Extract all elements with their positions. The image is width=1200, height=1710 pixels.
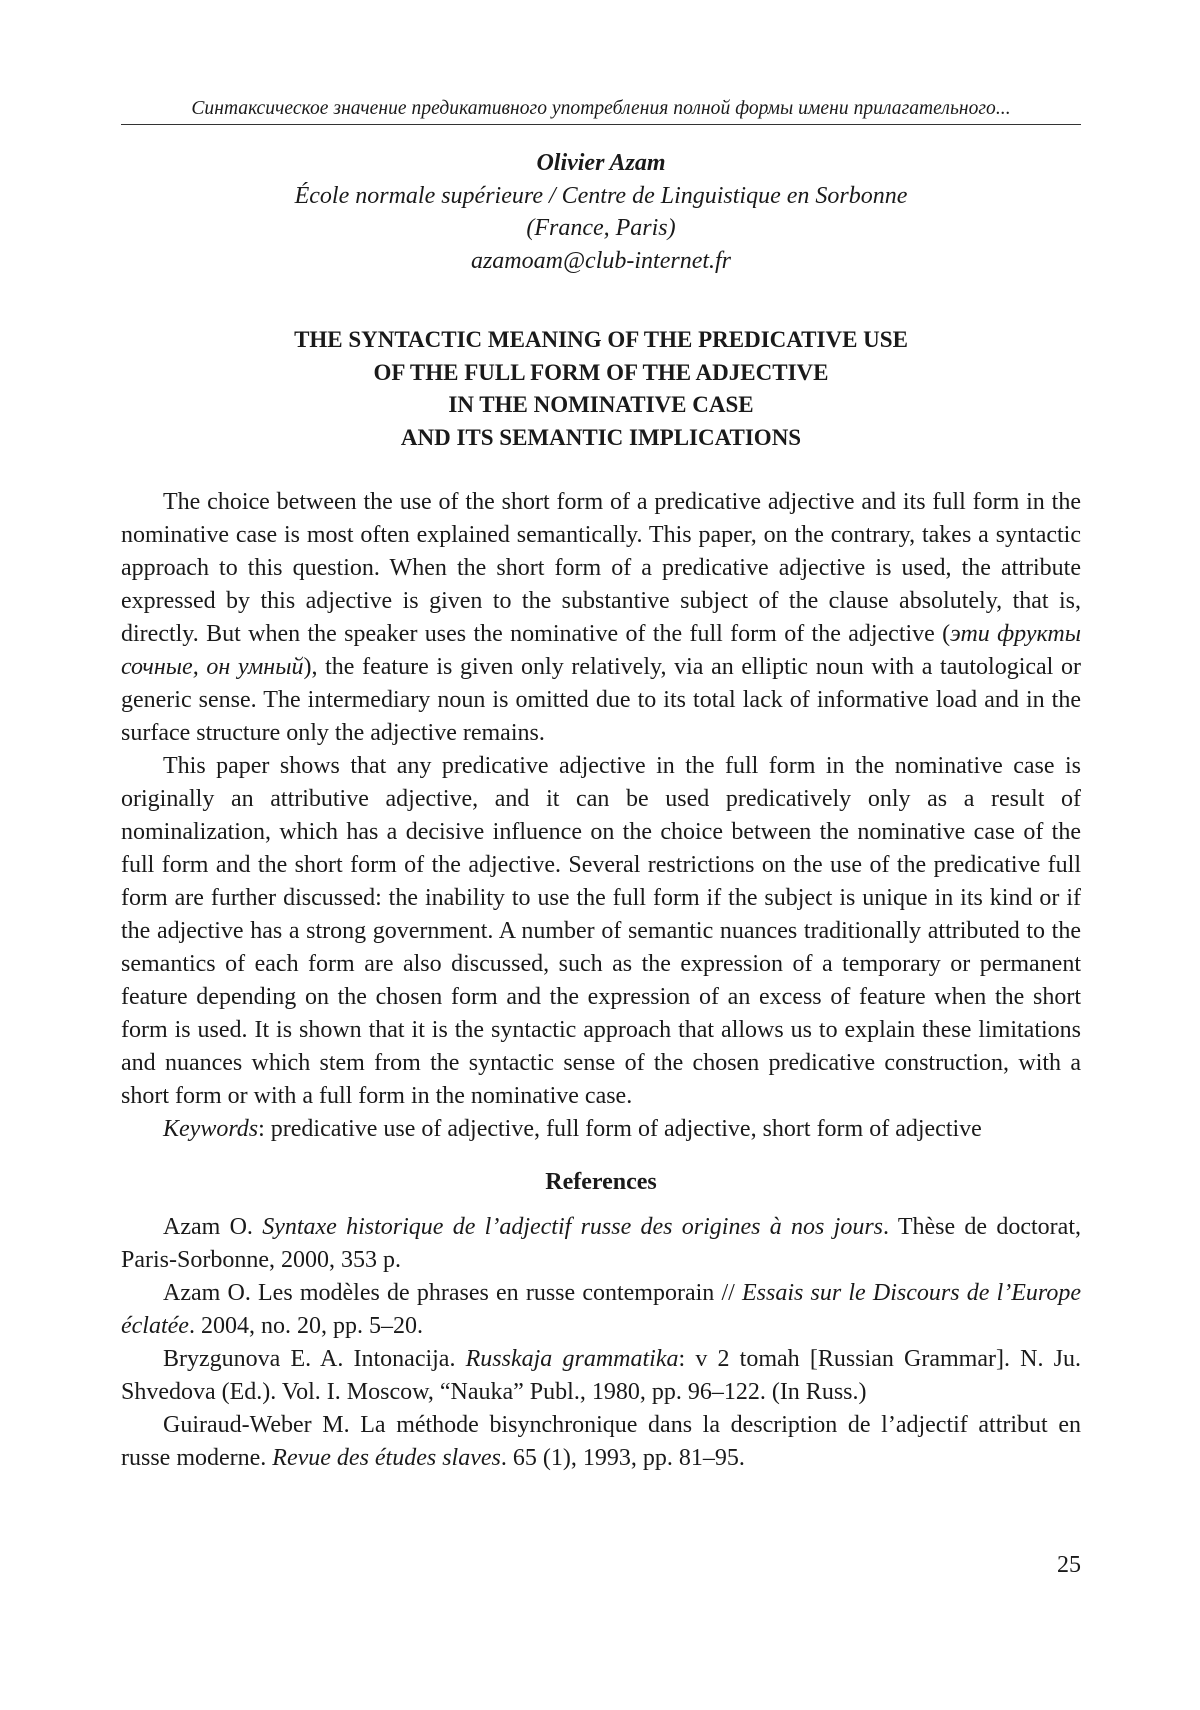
author-name: Olivier Azam bbox=[536, 150, 666, 176]
reference-title: Syntaxe historique de l’adjectif russe des origines à nos jours bbox=[262, 1214, 883, 1240]
reference-title: Russkaja grammatika bbox=[465, 1346, 679, 1372]
keywords-text: : predicative use of adjective, full form of adjective, short form of adjective bbox=[258, 1116, 982, 1142]
abstract-paragraph-1 bbox=[121, 486, 1081, 750]
reference-text: : v 2 tomah [Russian Grammar]. N. Ju. Shvedova (Ed.). Vol. I. Moscow, “Nauka” Publ., 1980, pp. 96–122. (In Russ.) bbox=[121, 1346, 1082, 1405]
abstract-paragraph-2: This paper shows that any predicative adjective in the full form in the nominative case is originally an attributive adjective, and it can be used predicatively only as a result of nominalization, which has a decisive influence on the choice between the nominative case of the full form and the short form of the adjective. Several restrictions on the use of the predicative full form are further discussed: the inability to use the full form if the subject is unique in its kind or if the adjective has a strong government. A number of semantic nuances traditionally attributed to the semantics of each form are also discussed, such as the expression of a temporary or permanent feature depending on the chosen form and the expression of an excess of feature when the short form is used. It is shown that it is the syntactic approach that allows us to explain these limitations and nuances which stem from the syntactic sense of the chosen predicative construction, with a short form or with a full form in the nominative case. bbox=[121, 753, 1081, 1109]
reference-text: Guiraud-Weber M. La méthode bisynchronique dans la description de l’adjectif attribut en russe moderne. bbox=[121, 1412, 1081, 1471]
reference-text: Azam O. Les modèles de phrases en russe contemporain // bbox=[163, 1280, 742, 1306]
references-heading: References bbox=[545, 1169, 657, 1195]
reference-item bbox=[121, 1343, 1081, 1409]
reference-text: . 65 (1), 1993, pp. 81–95. bbox=[500, 1445, 745, 1471]
abstract-p1-example: эти фрукты сочные, он умный bbox=[121, 621, 1081, 680]
title-line: THE SYNTACTIC MEANING OF THE PREDICATIVE USE bbox=[294, 327, 908, 352]
reference-text: . Thèse de doctorat, Paris-Sorbonne, 2000, 353 p. bbox=[121, 1214, 1081, 1273]
references-list bbox=[121, 1211, 1081, 1475]
title-line: IN THE NOMINATIVE CASE bbox=[448, 392, 754, 417]
reference-title: Essais sur le Discours de l’Europe éclatée bbox=[121, 1280, 1082, 1339]
title-line: AND ITS SEMANTIC IMPLICATIONS bbox=[400, 424, 802, 450]
reference-text: Azam O. bbox=[163, 1214, 263, 1240]
reference-item bbox=[121, 1409, 1081, 1475]
abstract-p1-text-cont: ), the feature is given only relatively, via an elliptic noun with a tautological or generic sense. The intermediary noun is omitted due to its total lack of informative load and in the surface structure only the adjective remains. bbox=[121, 654, 1081, 746]
paper-title bbox=[121, 324, 1081, 454]
page-number: 25 bbox=[1057, 1552, 1081, 1578]
author-email: azamoam@club-internet.fr bbox=[470, 247, 732, 274]
keywords-label: Keywords bbox=[163, 1116, 259, 1142]
abstract bbox=[121, 486, 1081, 1146]
reference-text: . 2004, no. 20, pp. 5–20. bbox=[188, 1313, 423, 1339]
author-affiliation: École normale supérieure / Centre de Linguistique en Sorbonne bbox=[294, 182, 908, 209]
author-block bbox=[121, 147, 1081, 277]
paper-page bbox=[121, 96, 1081, 1475]
keywords-line bbox=[121, 1113, 1081, 1146]
reference-title: Revue des études slaves bbox=[272, 1445, 501, 1471]
author-location: (France, Paris) bbox=[526, 215, 676, 241]
running-head: Синтаксическое значение предикативного употребления полной формы имени прилагательного... bbox=[121, 96, 1081, 125]
abstract-p1-text: The choice between the use of the short form of a predicative adjective and its full form in the nominative case is most often explained semantically. This paper, on the contrary, takes a syntactic approach to this question. When the short form of a predicative adjective is used, the attribute expressed by this adjective is given to the substantive subject of the clause absolutely, that is, directly. But when the speaker uses the nominative of the full form of the adjective ( bbox=[121, 489, 1081, 647]
title-line: OF THE FULL FORM OF THE ADJECTIVE bbox=[373, 359, 829, 385]
reference-text: Bryzgunova E. A. Intonacija. bbox=[163, 1346, 466, 1372]
reference-item bbox=[121, 1277, 1081, 1343]
reference-item bbox=[121, 1211, 1081, 1277]
